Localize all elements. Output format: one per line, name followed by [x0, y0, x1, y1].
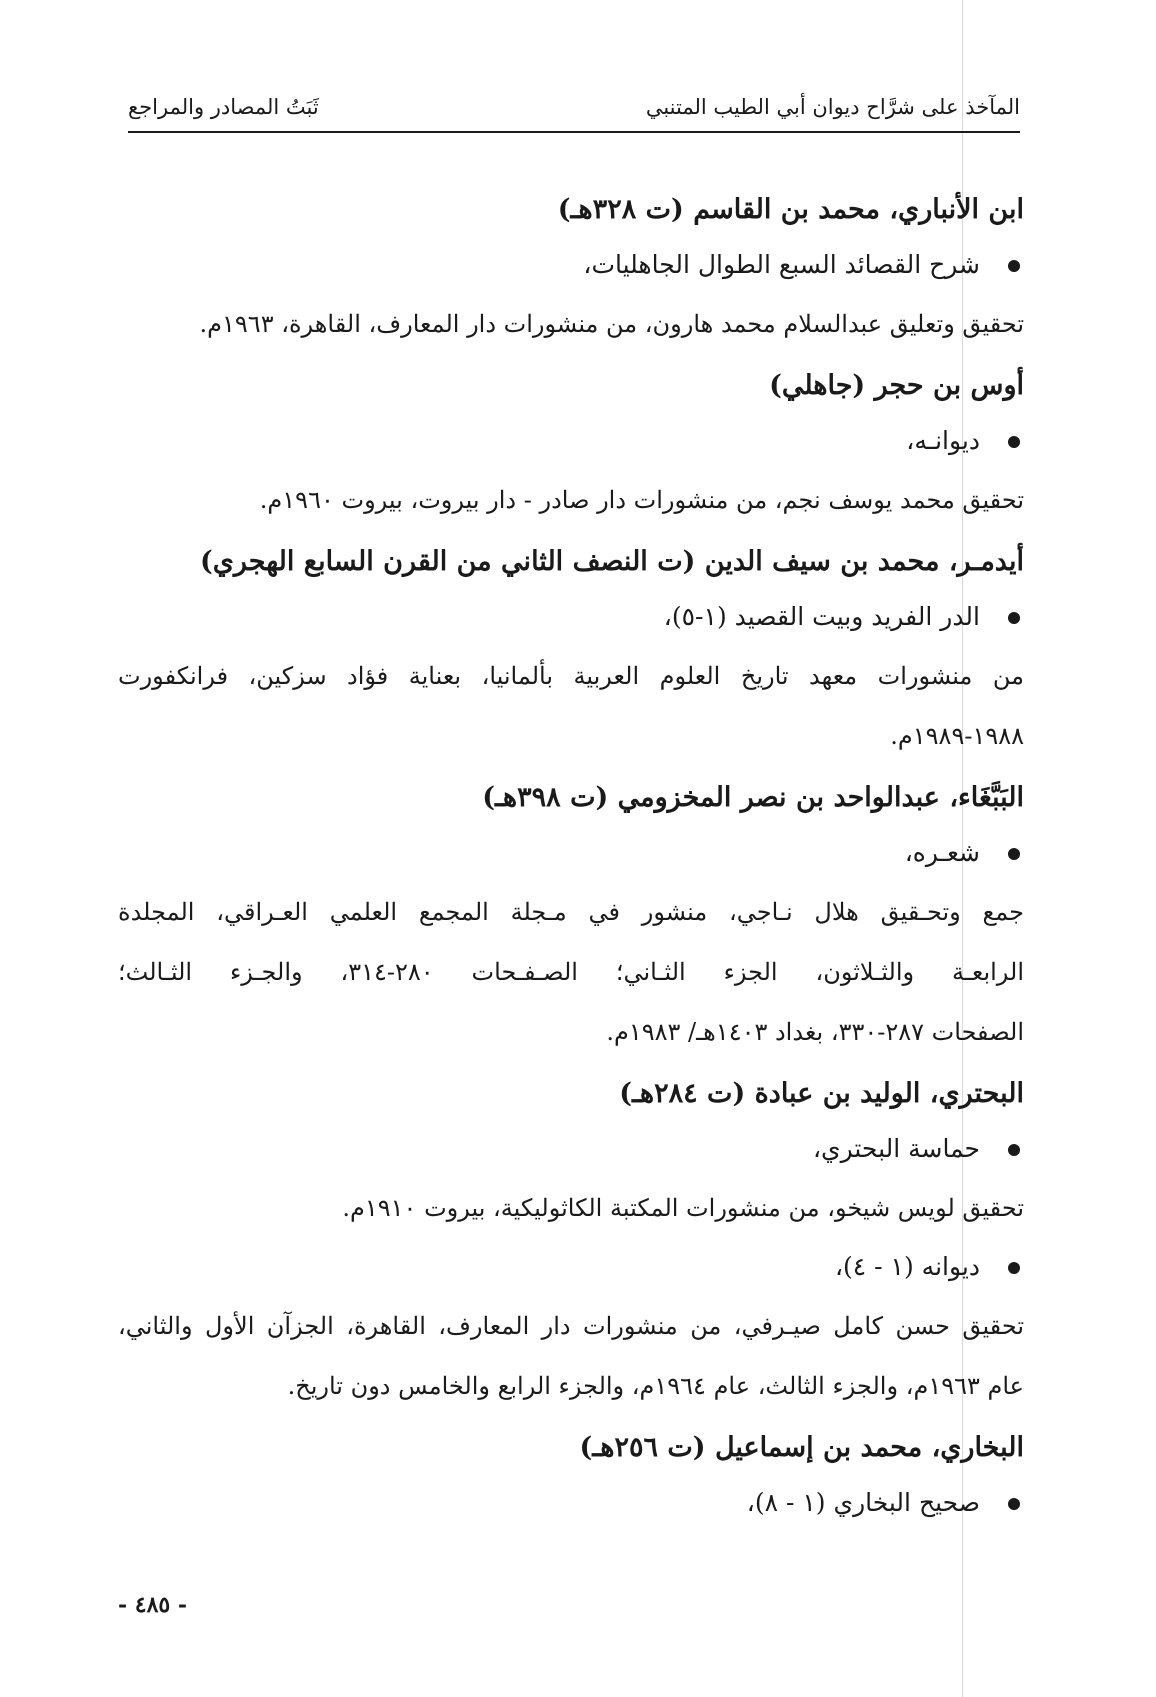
bullet-icon [1008, 1498, 1020, 1510]
bullet-icon [1008, 260, 1020, 272]
author-heading: البخاري، محمد بن إسماعيل (ت ٢٥٦هـ) [579, 1432, 1024, 1463]
author-heading: البَبَّغَاء، عبدالواحد بن نصر المخزومي (ت ٣٩٨هـ) [482, 782, 1024, 813]
work-title: ديوانه (١ - ٤)، [118, 1238, 1024, 1296]
running-header [128, 88, 1020, 126]
publication-details: تحقيق حسن كامل صيـرفي، من منشورات دار المعارف، القاهرة، الجزآن الأول والثاني، [118, 1312, 1024, 1340]
publication-details: تحقيق لويس شيخو، من منشورات المكتبة الكاثوليكية، بيروت ١٩١٠م. [342, 1194, 1024, 1222]
work-title: حماسة البحتري، [118, 1120, 1024, 1178]
work-title: صحيح البخاري (١ - ٨)، [118, 1474, 1024, 1532]
bibliography-list [118, 178, 1024, 1532]
publication-details: تحقيق وتعليق عبدالسلام محمد هارون، من منشورات دار المعارف، القاهرة، ١٩٦٣م. [199, 310, 1024, 338]
publication-details: عام ١٩٦٣م، والجزء الثالث، عام ١٩٦٤م، والجزء الرابع والخامس دون تاريخ. [287, 1372, 1024, 1400]
publication-details: تحقيق محمد يوسف نجم، من منشورات دار صادر - دار بيروت، بيروت ١٩٦٠م. [259, 486, 1024, 514]
work-title: شرح القصائد السبع الطوال الجاهليات، [118, 236, 1024, 294]
bullet-icon [1008, 1144, 1020, 1156]
work-title: الدر الفريد وبيت القصيد (١-٥)، [118, 588, 1024, 646]
publication-details: الصفحات ٢٨٧-٣٣٠، بغداد ١٤٠٣هـ/ ١٩٨٣م. [606, 1018, 1024, 1046]
bullet-icon [1008, 436, 1020, 448]
author-heading: البحتري، الوليد بن عبادة (ت ٢٨٤هـ) [619, 1078, 1024, 1109]
publication-details: من منشورات معهد تاريخ العلوم العربية بألمانيا، بعناية فؤاد سزكين، فرانكفورت [118, 662, 1024, 690]
bullet-icon [1008, 612, 1020, 624]
publication-details: الرابعـة والثـلاثون، الجزء الثـاني؛ الصـفـحات ٢٨٠-٣١٤، والجـزء الثـالث؛ [118, 958, 1025, 986]
page-number: - ٤٨٥ - [118, 1592, 188, 1618]
header-rule [128, 131, 1020, 133]
header-book-title: المآخذ على شرَّاح ديوان أبي الطيب المتنبي [645, 95, 1020, 119]
work-title: شعـره، [118, 824, 1024, 882]
publication-details: جمع وتحـقيق هلال نـاجي، منشور في مـجلة المجمع العلمي العـراقي، المجلدة [118, 898, 1024, 926]
bullet-icon [1008, 848, 1020, 860]
author-heading: أوس بن حجر (جاهلي) [769, 370, 1024, 401]
work-title: ديوانـه، [118, 412, 1024, 470]
author-heading: أيدمـر، محمد بن سيف الدين (ت النصف الثاني من القرن السابع الهجري) [199, 546, 1024, 577]
publication-details: ١٩٨٨-١٩٨٩م. [890, 722, 1024, 750]
header-section-title: ثَبَتُ المصادر والمراجع [128, 95, 319, 119]
author-heading: ابن الأنباري، محمد بن القاسم (ت ٣٢٨هـ) [557, 194, 1024, 225]
bullet-icon [1008, 1262, 1020, 1274]
